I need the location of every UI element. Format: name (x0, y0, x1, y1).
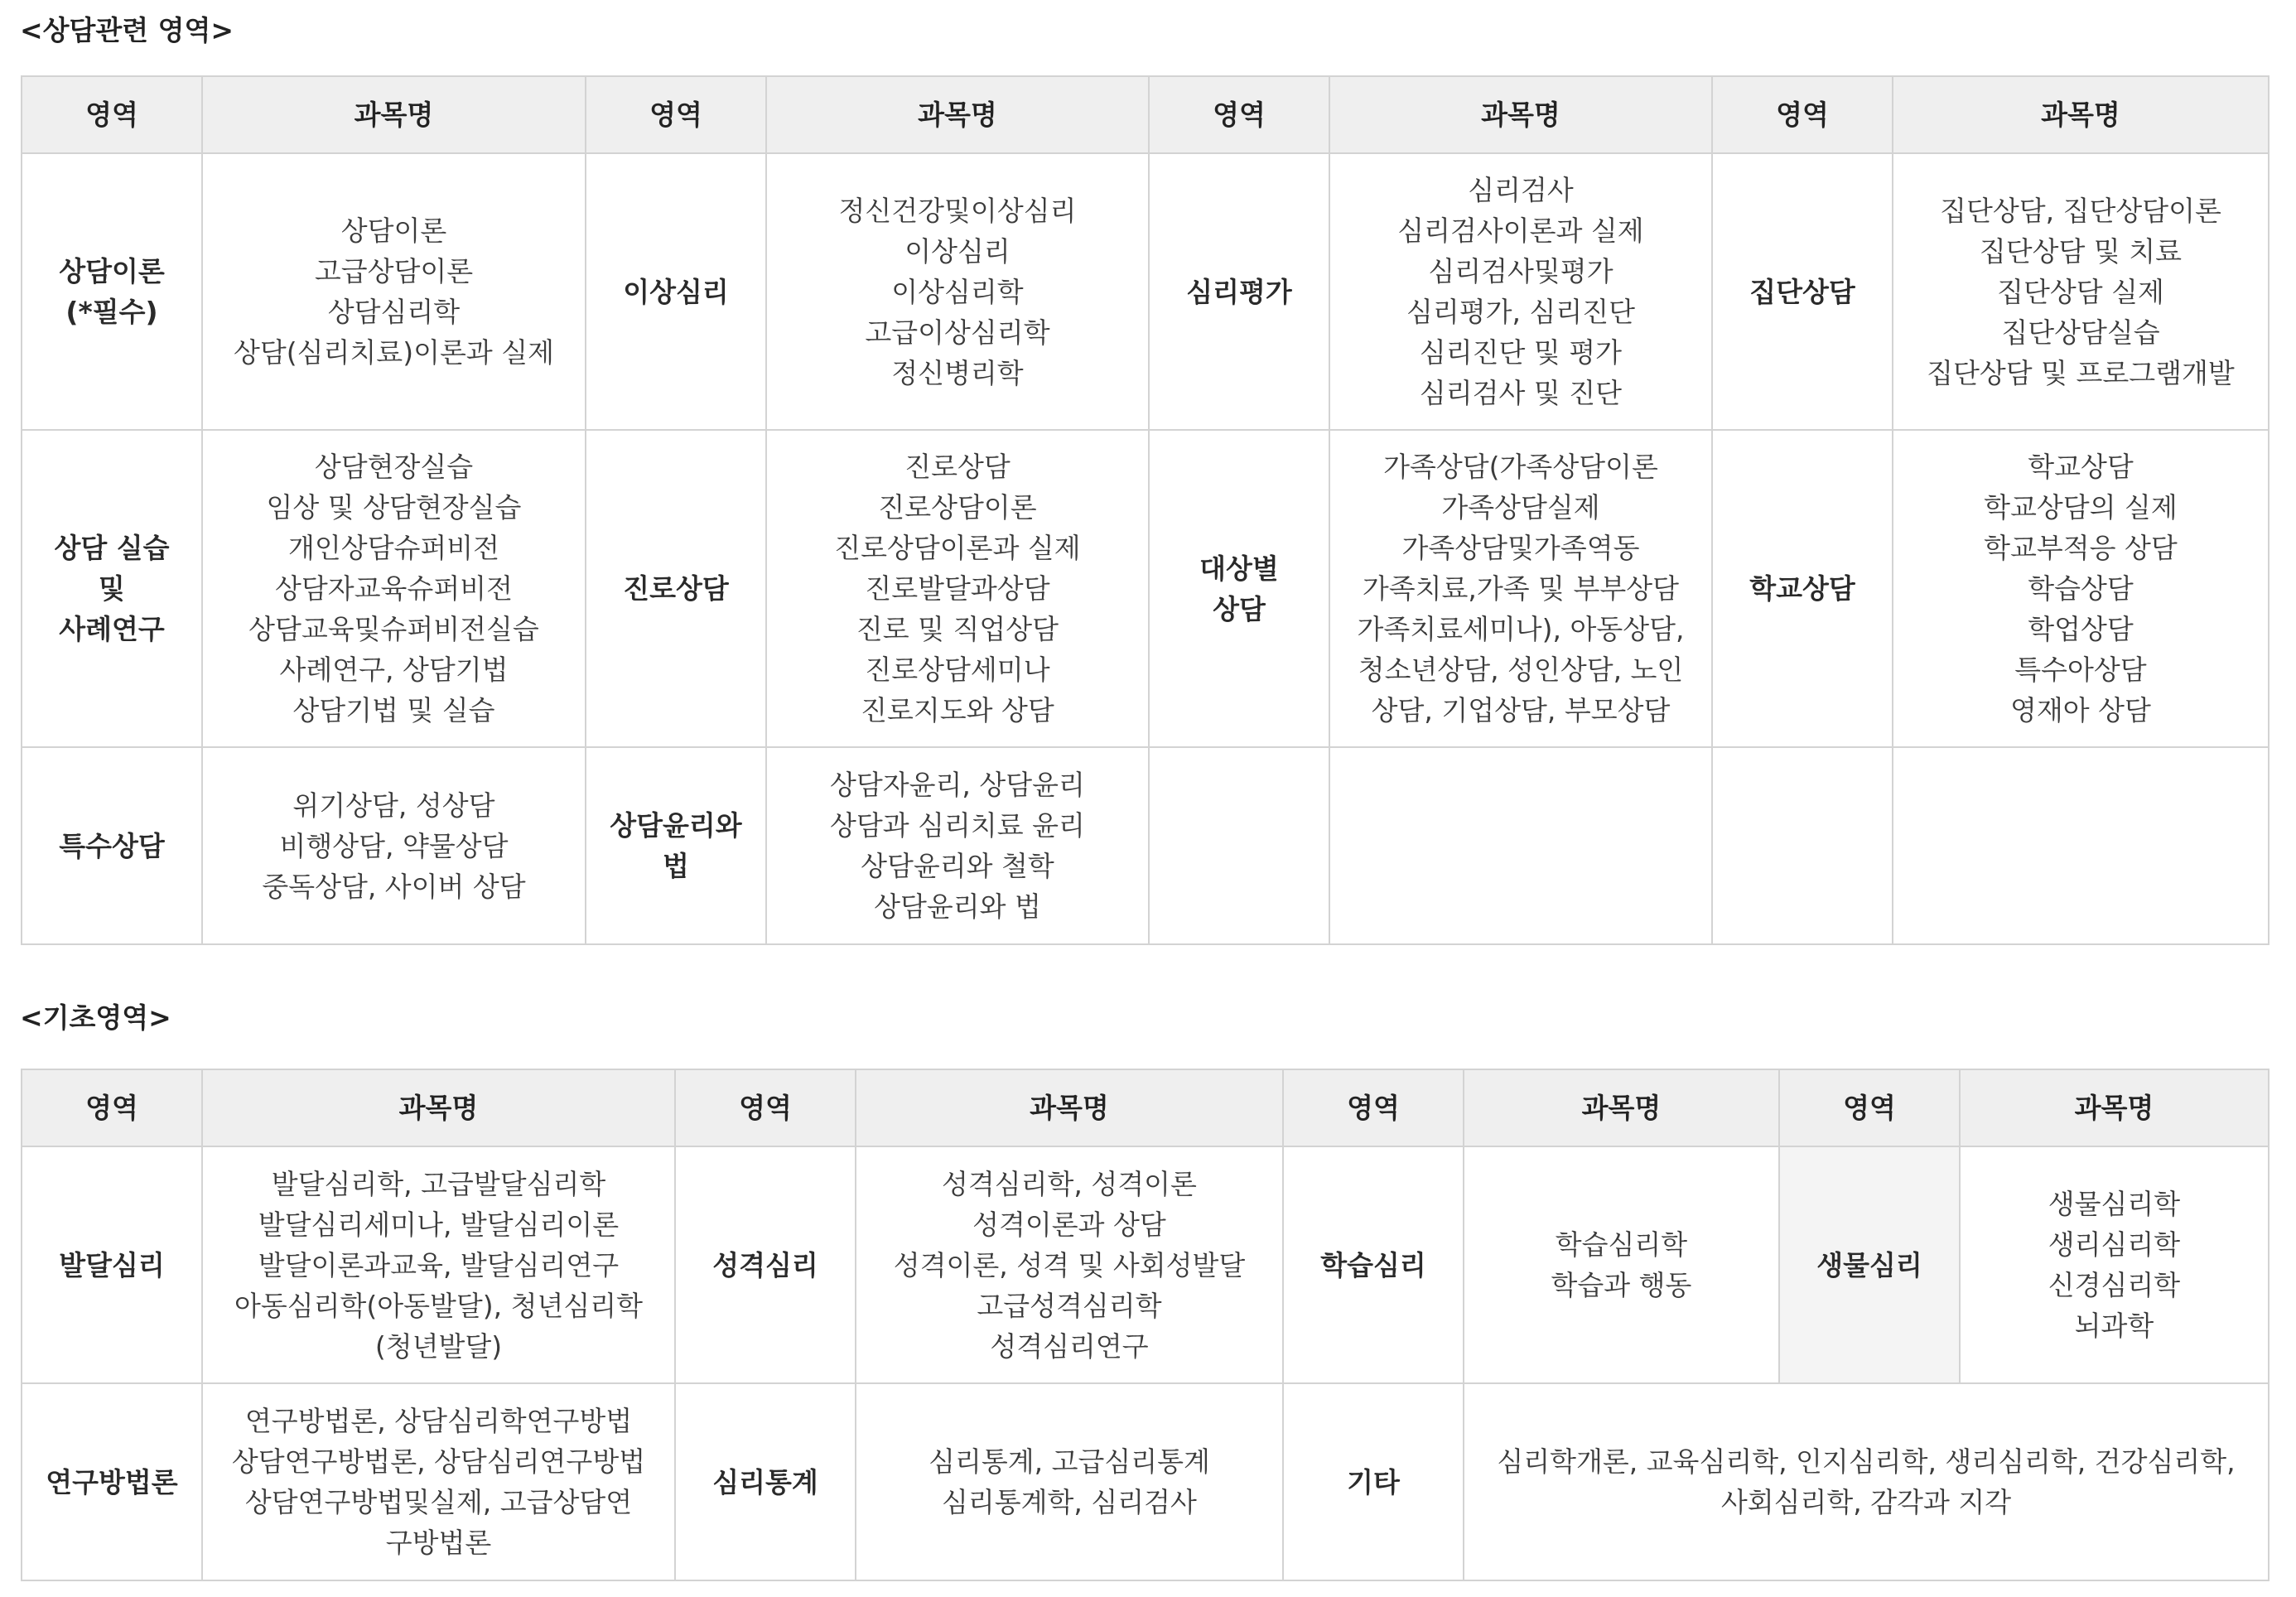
table-header-row (22, 1069, 2269, 1146)
subjects-cell: 생물심리학 생리심리학 신경심리학 뇌과학 (1960, 1146, 2269, 1383)
area-cell: 학교상담 (1712, 430, 1893, 747)
subjects-cell: 진로상담 진로상담이론 진로상담이론과 실제 진로발달과상담 진로 및 직업상담 진로상담세미나 진로지도와 상담 (766, 430, 1149, 747)
subjects-cell: 성격심리학, 성격이론 성격이론과 상담 성격이론, 성격 및 사회성발달 고급성격심리학 성격심리연구 (856, 1146, 1283, 1383)
header-area: 영역 (1779, 1069, 1960, 1146)
subjects-cell-wide: 심리학개론, 교육심리학, 인지심리학, 생리심리학, 건강심리학, 사회심리학, 감각과 지각 (1464, 1383, 2269, 1580)
empty-subjects-cell (1893, 747, 2269, 944)
area-cell: 심리평가 (1149, 153, 1329, 430)
area-cell: 특수상담 (22, 747, 202, 944)
header-area: 영역 (22, 1069, 202, 1146)
table-row (22, 153, 2269, 430)
header-subject: 과목명 (202, 76, 586, 153)
area-cell: 기타 (1283, 1383, 1464, 1580)
header-area: 영역 (586, 76, 766, 153)
table-header-row (22, 76, 2269, 153)
subjects-cell: 상담이론 고급상담이론 상담심리학 상담(심리치료)이론과 실제 (202, 153, 586, 430)
area-cell: 연구방법론 (22, 1383, 202, 1580)
subjects-cell: 심리검사 심리검사이론과 실제 심리검사및평가 심리평가, 심리진단 심리진단 및 평가 심리검사 및 진단 (1329, 153, 1712, 430)
subjects-cell: 가족상담(가족상담이론 가족상담실제 가족상담및가족역동 가족치료,가족 및 부부상담 가족치료세미나), 아동상담, 청소년상담, 성인상담, 노인 상담, 기업상담, 부모상담 (1329, 430, 1712, 747)
basic-area-table (21, 1069, 2269, 1581)
subjects-cell: 상담자윤리, 상담윤리 상담과 심리치료 윤리 상담윤리와 철학 상담윤리와 법 (766, 747, 1149, 944)
subjects-cell: 학교상담 학교상담의 실제 학교부적응 상담 학습상담 학업상담 특수아상담 영재아 상담 (1893, 430, 2269, 747)
header-subject: 과목명 (202, 1069, 675, 1146)
subjects-cell: 집단상담, 집단상담이론 집단상담 및 치료 집단상담 실제 집단상담실습 집단상담 및 프로그램개발 (1893, 153, 2269, 430)
header-area: 영역 (1283, 1069, 1464, 1146)
area-cell: 이상심리 (586, 153, 766, 430)
header-subject: 과목명 (1464, 1069, 1779, 1146)
header-area: 영역 (22, 76, 202, 153)
header-area: 영역 (1712, 76, 1893, 153)
header-area: 영역 (675, 1069, 856, 1146)
area-cell: 상담 실습 및 사례연구 (22, 430, 202, 747)
subjects-cell: 심리통계, 고급심리통계 심리통계학, 심리검사 (856, 1383, 1283, 1580)
table-row (22, 1383, 2269, 1580)
area-cell: 상담이론 (*필수) (22, 153, 202, 430)
area-cell: 대상별 상담 (1149, 430, 1329, 747)
counseling-area-table (21, 75, 2269, 945)
table-row (22, 747, 2269, 944)
header-subject: 과목명 (856, 1069, 1283, 1146)
area-cell: 집단상담 (1712, 153, 1893, 430)
area-cell: 성격심리 (675, 1146, 856, 1383)
area-cell: 심리통계 (675, 1383, 856, 1580)
area-cell: 생물심리 (1779, 1146, 1960, 1383)
header-subject: 과목명 (1329, 76, 1712, 153)
subjects-cell: 상담현장실습 임상 및 상담현장실습 개인상담슈퍼비전 상담자교육슈퍼비전 상담교육및슈퍼비전실습 사례연구, 상담기법 상담기법 및 실습 (202, 430, 586, 747)
header-area: 영역 (1149, 76, 1329, 153)
subjects-cell: 정신건강및이상심리 이상심리 이상심리학 고급이상심리학 정신병리학 (766, 153, 1149, 430)
header-subject: 과목명 (766, 76, 1149, 153)
subjects-cell: 연구방법론, 상담심리학연구방법 상담연구방법론, 상담심리연구방법 상담연구방법및실제, 고급상담연 구방법론 (202, 1383, 675, 1580)
empty-subjects-cell (1329, 747, 1712, 944)
header-subject: 과목명 (1893, 76, 2269, 153)
area-cell: 발달심리 (22, 1146, 202, 1383)
area-cell: 상담윤리와 법 (586, 747, 766, 944)
section-title-basic: <기초영역> (20, 1001, 171, 1034)
subjects-cell: 학습심리학 학습과 행동 (1464, 1146, 1779, 1383)
header-subject: 과목명 (1960, 1069, 2269, 1146)
empty-area-cell (1712, 747, 1893, 944)
area-cell: 학습심리 (1283, 1146, 1464, 1383)
subjects-cell: 위기상담, 성상담 비행상담, 약물상담 중독상담, 사이버 상담 (202, 747, 586, 944)
subjects-cell: 발달심리학, 고급발달심리학 발달심리세미나, 발달심리이론 발달이론과교육, 발달심리연구 아동심리학(아동발달), 청년심리학 (청년발달) (202, 1146, 675, 1383)
table-row (22, 1146, 2269, 1383)
section-title-counseling: <상담관련 영역> (20, 14, 234, 46)
empty-area-cell (1149, 747, 1329, 944)
table-row (22, 430, 2269, 747)
area-cell: 진로상담 (586, 430, 766, 747)
